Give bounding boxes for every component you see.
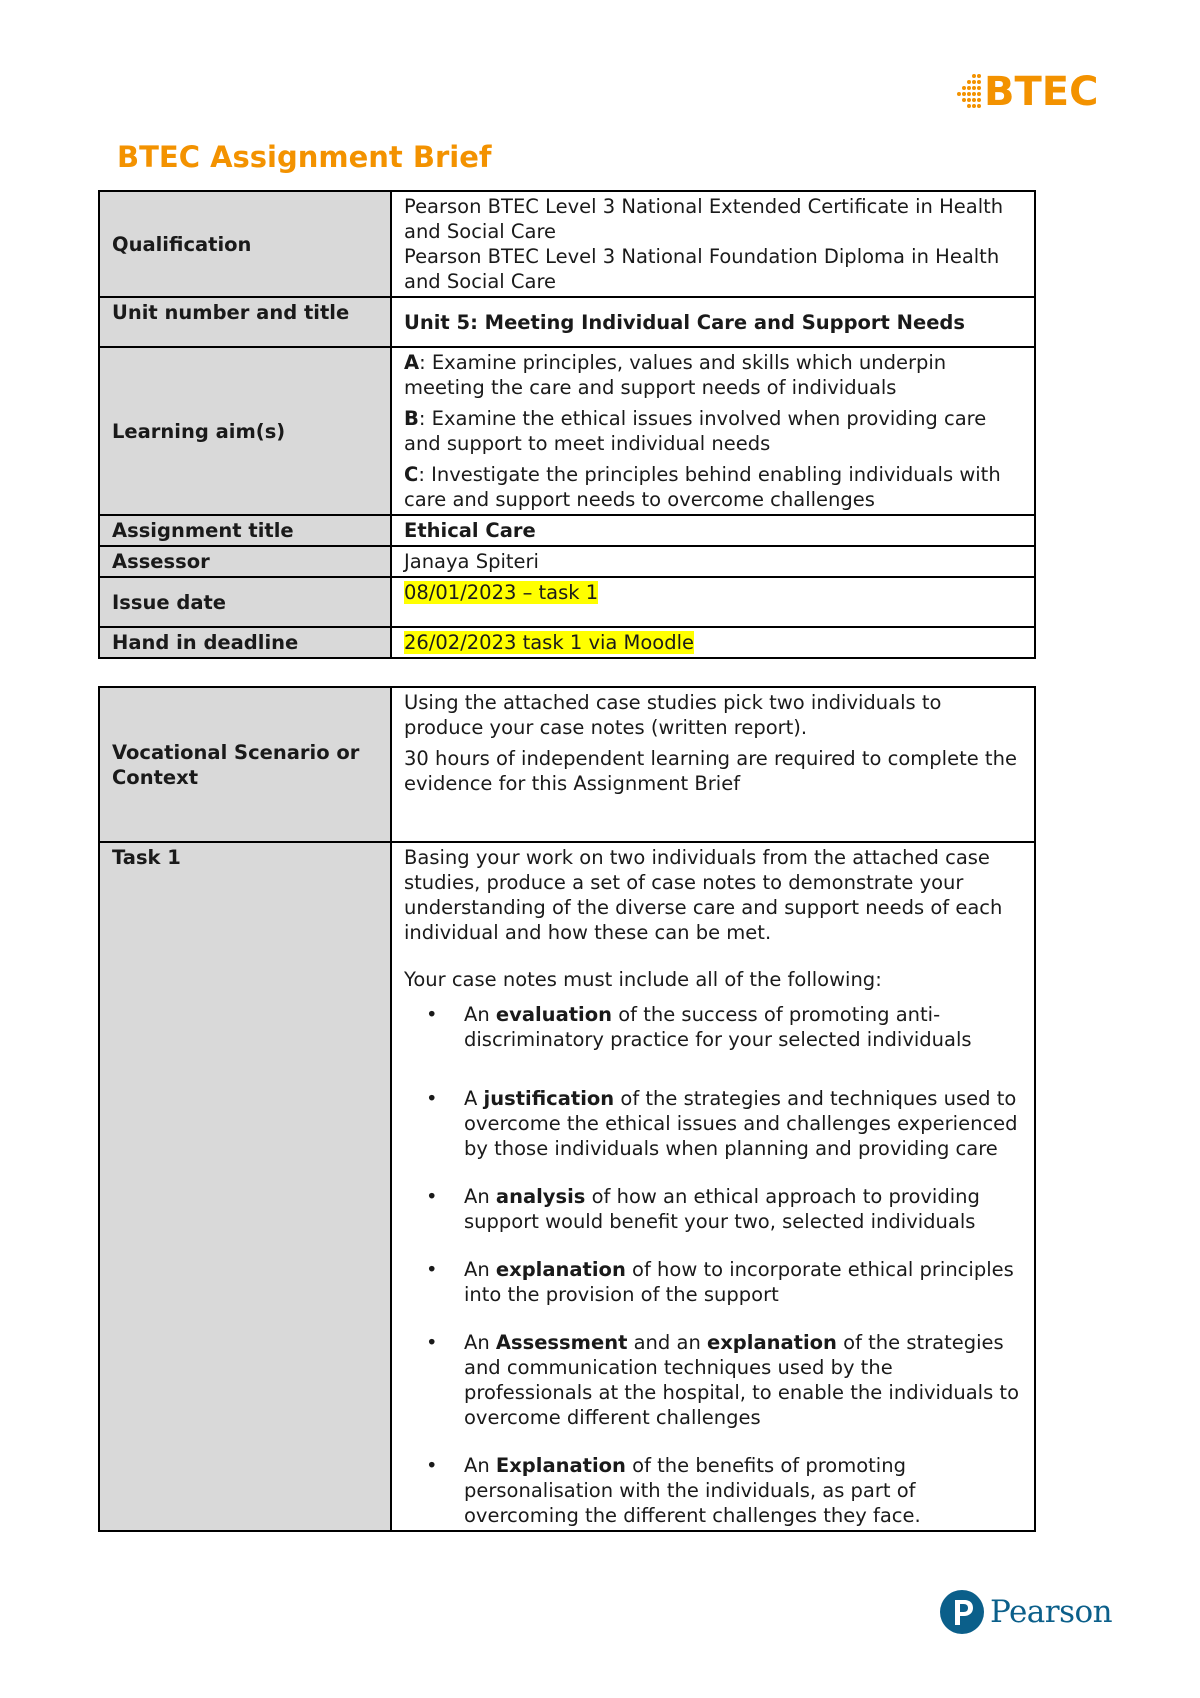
requirements-list [404,1002,1024,1528]
scenario-paragraph: Using the attached case studies pick two individuals to produce your case notes (written report). [404,691,942,739]
assignment-title-row [99,515,1035,546]
qualification-label: Qualification [99,191,391,297]
unit-label: Unit number and title [99,297,391,347]
task-table [98,686,1036,1532]
scenario-value [391,687,1035,842]
scenario-row [99,687,1035,842]
learning-aim-a [404,350,1024,400]
pearson-logo [940,1590,1112,1634]
qualification-value [391,191,1035,297]
list-item: • An explanation of how to incorporate ethical principles into the provision of the support [464,1257,1024,1307]
list-item: • An Assessment and an explanation of the strategies and communication techniques used by the professionals at the hospital, to enable the individuals to overcome different challenges [464,1330,1024,1430]
scenario-label: Vocational Scenario or Context [99,687,391,842]
scenario-paragraph: 30 hours of independent learning are required to complete the evidence for this Assignment Brief [404,747,1017,795]
learning-aims-label: Learning aim(s) [99,347,391,515]
pearson-p-icon [940,1590,984,1634]
list-item: • An evaluation of the success of promoting anti-discriminatory practice for your selected individuals [464,1002,1024,1052]
list-item: • An analysis of how an ethical approach to providing support would benefit your two, selected individuals [464,1184,1024,1234]
assignment-title-value: Ethical Care [391,515,1035,546]
issue-date-row [99,577,1035,627]
aim-text: : Examine the ethical issues involved when providing care and support to meet individual needs [404,407,987,455]
deadline-row [99,627,1035,658]
unit-value: Unit 5: Meeting Individual Care and Support Needs [391,297,1035,347]
aim-letter: C [404,463,419,486]
pearson-logo-text: Pearson [990,1594,1113,1630]
btec-dots-icon [952,70,982,114]
deadline-text: 26/02/2023 task 1 via Moodle [404,631,695,654]
assignment-title-label: Assignment title [99,515,391,546]
aim-letter: B [404,407,419,430]
btec-logo [952,70,1098,114]
aim-text: : Examine principles, values and skills which underpin meeting the care and support needs of individuals [404,351,947,399]
assignment-details-table [98,190,1036,659]
assessor-label: Assessor [99,546,391,577]
qualification-line-1: Pearson BTEC Level 3 National Extended Certificate in Health and Social Care [404,195,1004,243]
assessor-row [99,546,1035,577]
issue-date-value [391,577,1035,627]
deadline-value [391,627,1035,658]
task1-label: Task 1 [99,842,391,1531]
aim-letter: A [404,351,420,374]
list-item: • An Explanation of the benefits of promoting personalisation with the individuals, as part of overcoming the different challenges they face. [464,1453,1024,1528]
qualification-line-2: Pearson BTEC Level 3 National Foundation Diploma in Health and Social Care [404,245,1000,293]
list-item: • A justification of the strategies and techniques used to overcome the ethical issues and challenges experienced by those individuals when planning and providing care [464,1086,1024,1161]
page-title: BTEC Assignment Brief [117,140,492,174]
task1-lead: Your case notes must include all of the following: [404,968,882,991]
task1-intro: Basing your work on two individuals from the attached case studies, produce a set of case notes to demonstrate your understanding of the diverse care and support needs of each individual and how these can be met. [404,846,1003,944]
learning-aims-row [99,347,1035,515]
learning-aims-value [391,347,1035,515]
issue-date-text: 08/01/2023 – task 1 [404,581,599,604]
task1-row [99,842,1035,1531]
task1-value [391,842,1035,1531]
qualification-row [99,191,1035,297]
assessor-value: Janaya Spiteri [391,546,1035,577]
deadline-label: Hand in deadline [99,627,391,658]
aim-text: : Investigate the principles behind enabling individuals with care and support needs to overcome challenges [404,463,1001,511]
issue-date-label: Issue date [99,577,391,627]
learning-aim-b [404,406,1024,456]
btec-logo-text: BTEC [984,69,1099,115]
learning-aim-c [404,462,1024,512]
unit-row [99,297,1035,347]
